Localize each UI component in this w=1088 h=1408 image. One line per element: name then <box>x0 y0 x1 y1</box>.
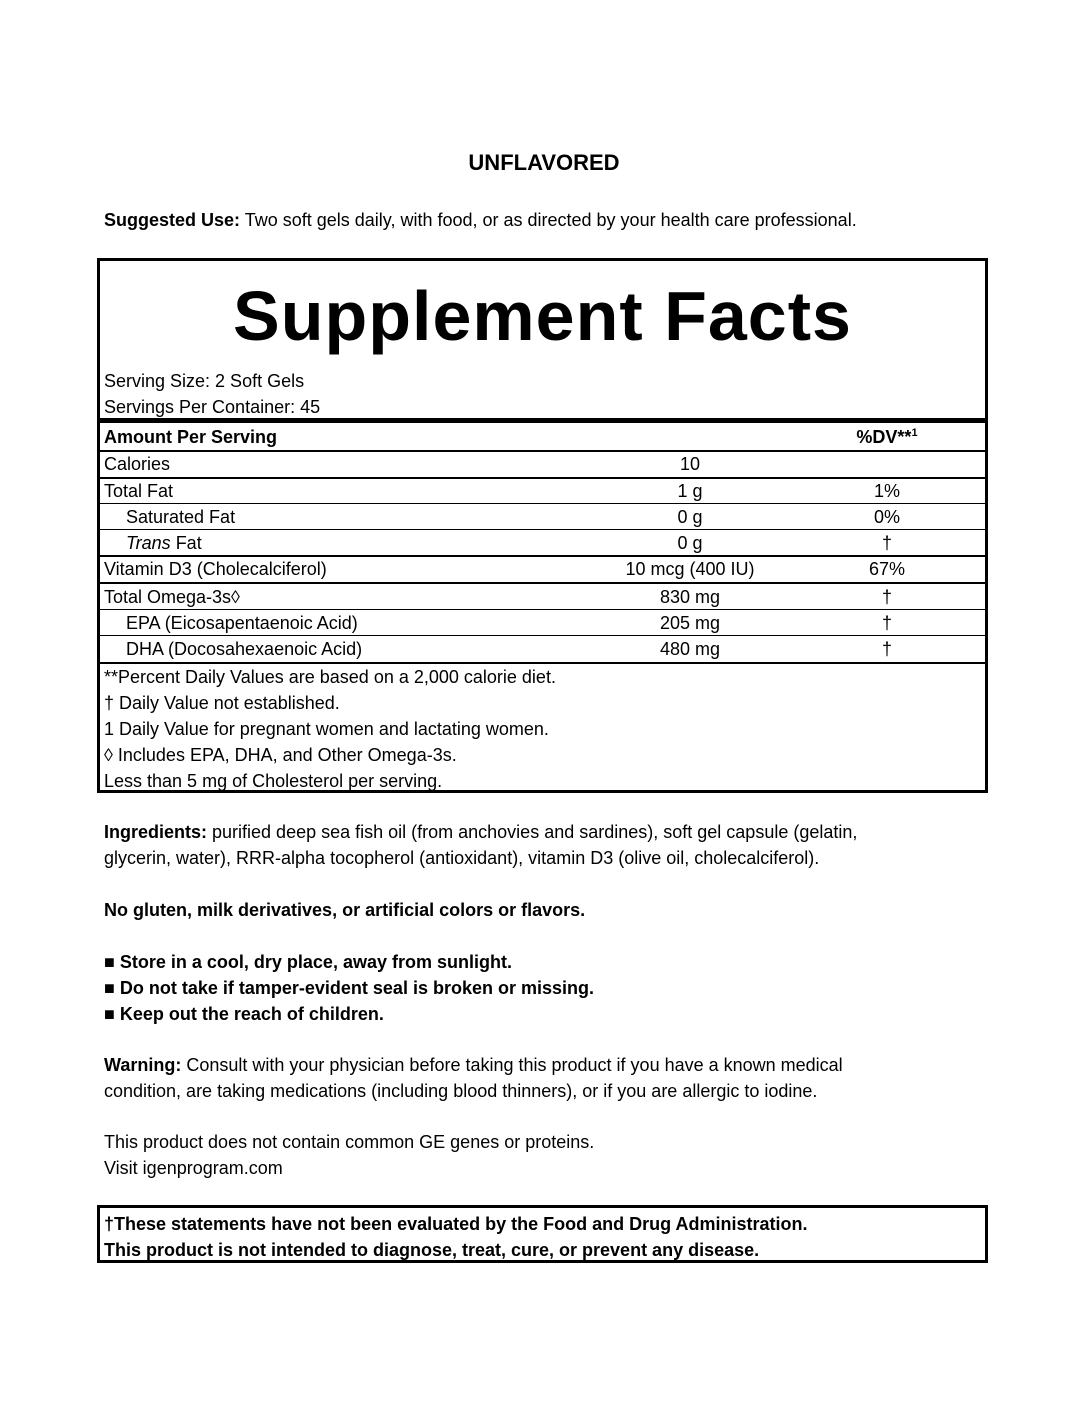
table-row <box>100 452 985 477</box>
dv-header-sup: 1 <box>911 427 918 439</box>
fda-disclaimer-box <box>97 1205 988 1263</box>
nutrient-amount: 830 mg <box>659 587 721 607</box>
dv-header-label: %DV** <box>856 427 912 447</box>
footnote: **Percent Daily Values are based on a 2,000 calorie diet. <box>104 667 556 687</box>
nutrient-dv: 1% <box>873 481 900 501</box>
ge-statement: This product does not contain common GE genes or proteins. <box>104 1132 595 1152</box>
row-divider <box>100 635 985 636</box>
nutrient-name: DHA (Docosahexaenoic Acid) <box>126 639 363 659</box>
ingredients-line-1: purified deep sea fish oil (from anchovies and sardines), soft gel capsule (gelatin, <box>207 822 858 842</box>
nutrient-dv: † <box>881 533 892 553</box>
nutrient-name: Total Omega-3s◊ <box>104 587 240 607</box>
nutrient-amount: 1 g <box>677 481 703 501</box>
nutrient-name: Calories <box>104 454 171 474</box>
trans-italic: Trans <box>126 533 171 553</box>
thick-divider <box>100 418 985 423</box>
trans-rest: Fat <box>170 533 202 553</box>
disclaimer-line-2: This product is not intended to diagnose, treat, cure, or prevent any disease. <box>104 1240 760 1260</box>
row-divider <box>100 609 985 610</box>
visit-website: Visit igenprogram.com <box>104 1158 283 1178</box>
product-flavor-heading: UNFLAVORED <box>468 150 620 175</box>
nutrient-dv: 67% <box>868 559 906 579</box>
nutrient-dv: † <box>881 639 892 659</box>
suggested-use <box>104 207 984 233</box>
suggested-use-label: Suggested Use: <box>104 210 241 230</box>
nutrient-name: EPA (Eicosapentaenoic Acid) <box>126 613 358 633</box>
row-divider <box>100 582 985 584</box>
row-divider <box>100 529 985 530</box>
children-bullet: ■ Keep out the reach of children. <box>104 1004 384 1024</box>
nutrient-name: Saturated Fat <box>126 507 236 527</box>
table-row <box>100 505 985 530</box>
supplement-facts-panel <box>97 258 988 793</box>
ingredients-label: Ingredients: <box>104 822 208 842</box>
ingredients <box>104 819 984 871</box>
nutrient-amount: 205 mg <box>659 613 721 633</box>
disclaimer-line-1: †These statements have not been evaluated by the Food and Drug Administration. <box>104 1214 808 1234</box>
amount-per-serving-header <box>100 425 985 450</box>
nutrient-dv: † <box>881 587 892 607</box>
nutrient-amount: 10 mcg (400 IU) <box>625 559 755 579</box>
footnote: 1 Daily Value for pregnant women and lactating women. <box>104 719 549 739</box>
nutrient-amount: 480 mg <box>659 639 721 659</box>
seal-bullet: ■ Do not take if tamper-evident seal is broken or missing. <box>104 978 594 998</box>
table-row <box>100 557 985 582</box>
table-row <box>100 611 985 636</box>
nutrient-name: Vitamin D3 (Cholecalciferol) <box>104 559 327 579</box>
footnote: ◊ Includes EPA, DHA, and Other Omega-3s. <box>104 745 457 765</box>
nutrient-name <box>126 531 202 556</box>
warning-line-1: Consult with your physician before taking this product if you have a known medical <box>181 1055 843 1075</box>
warning-label: Warning: <box>104 1055 182 1075</box>
supplement-facts-title: Supplement Facts <box>233 277 852 355</box>
suggested-use-text: Two soft gels daily, with food, or as directed by your health care professional. <box>240 210 857 230</box>
nutrient-dv: † <box>881 613 892 633</box>
nutrient-amount: 0 g <box>677 533 703 553</box>
nutrient-amount: 0 g <box>677 507 703 527</box>
table-row <box>100 479 985 504</box>
footnote: † Daily Value not established. <box>104 693 340 713</box>
table-row <box>100 637 985 662</box>
nutrient-amount: 10 <box>679 454 701 474</box>
footnote: Less than 5 mg of Cholesterol per serving. <box>104 771 443 791</box>
serving-size: Serving Size: 2 Soft Gels <box>104 371 305 391</box>
amount-per-serving-label: Amount Per Serving <box>104 427 278 447</box>
warning-line-2: condition, are taking medications (including blood thinners), or if you are allergic to iodine. <box>104 1081 818 1101</box>
storage-bullet: ■ Store in a cool, dry place, away from sunlight. <box>104 952 512 972</box>
servings-per-container: Servings Per Container: 45 <box>104 397 321 417</box>
nutrient-dv: 0% <box>873 507 900 527</box>
row-divider <box>100 503 985 504</box>
free-from-statement: No gluten, milk derivatives, or artificial colors or flavors. <box>104 900 586 920</box>
table-row <box>100 585 985 610</box>
nutrient-name: Total Fat <box>104 481 174 501</box>
ingredients-line-2: glycerin, water), RRR-alpha tocopherol (antioxidant), vitamin D3 (olive oil, cholecalciferol). <box>104 848 820 868</box>
table-row <box>100 531 985 556</box>
warning <box>104 1052 984 1104</box>
